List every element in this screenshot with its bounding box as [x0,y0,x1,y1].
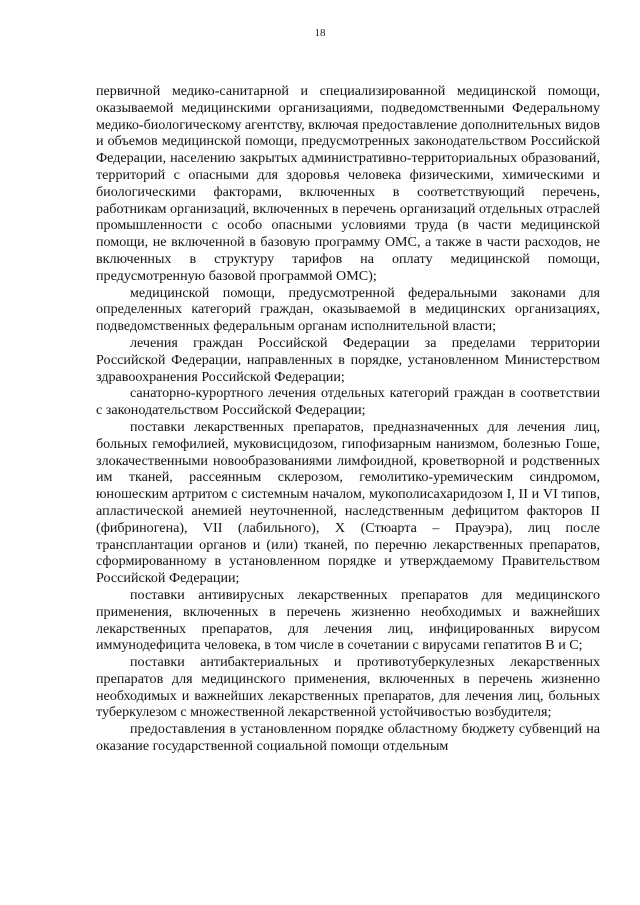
paragraph-6: поставки антивирусных лекарственных препаратов для медицинского применения, включенных в перечень жизненно необходимых и важнейших лекарственных препаратов, для лечения лиц, инфицированных вирусом иммунодефицита человека, в том числе в сочетании с вирусами гепатитов B и C; [96,586,600,654]
paragraph-1: первичной медико-санитарной и специализированной медицинской помощи, оказываемой медицинскими организациями, подведомственными Федеральному медико-биологическому агентству, включая предоставление дополнительных видов и объемов медицинской помощи, предусмотренных законодательством Российской Федерации, населению закрытых административно-территориальных образований, территорий с опасными для здоровья человека физическими, химическими и биологическими факторами, включенных в соответствующий перечень, работникам организаций, включенных в перечень организаций отдельных отраслей промышленности с особо опасными условиями труда (в части медицинской помощи, не включенной в базовую программу ОМС, а также в части расходов, не включенных в структуру тарифов на оплату медицинской помощи, предусмотренную базовой программой ОМС); [96,83,600,284]
paragraph-2: медицинской помощи, предусмотренной федеральными законами для определенных категорий граждан, оказываемой в медицинских организациях, подведомственных федеральным органам исполнительной власти; [96,284,600,335]
paragraph-5: поставки лекарственных препаратов, предназначенных для лечения лиц, больных гемофилией, муковисцидозом, гипофизарным нанизмом, болезнью Гоше, злокачественными новообразованиями лимфоидной, кроветворной и родственных им тканей, рассеянным склерозом, гемолитико-уремическим синдромом, юношеским артритом с системным началом, мукополисахаридозом I, II и VI типов, апластической анемией неуточненной, наследственным дефицитом факторов II (фибриногена), VII (лабильного), X (Стюарта – Прауэра), лиц после трансплантации органов и (или) тканей, по перечню лекарственных препаратов, сформированному в установленном порядке и утверждаемому Правительством Российской Федерации; [96,418,600,587]
paragraph-4: санаторно-курортного лечения отдельных категорий граждан в соответствии с законодательством Российской Федерации; [96,385,600,419]
paragraph-7: поставки антибактериальных и противотуберкулезных лекарственных препаратов для медицинского применения, включенных в перечень жизненно необходимых и важнейших лекарственных препаратов, для лечения лиц, больных туберкулезом с множественной лекарственной устойчивостью возбудителя; [96,654,600,721]
paragraph-8: предоставления в установленном порядке областному бюджету субвенций на оказание государственной социальной помощи отдельным [96,721,600,755]
page-number: 18 [314,27,326,39]
paragraph-3: лечения граждан Российской Федерации за пределами территории Российской Федерации, направленных в порядке, установленном Министерством здравоохранения Российской Федерации; [96,334,600,385]
document-body [96,83,600,755]
